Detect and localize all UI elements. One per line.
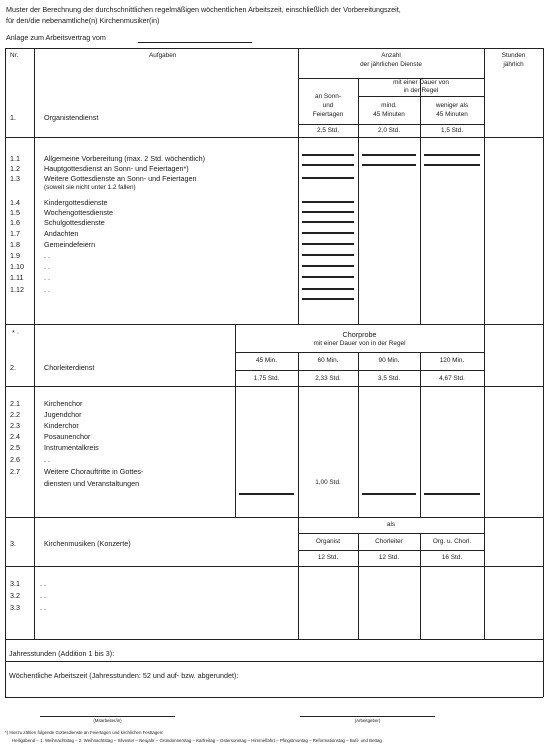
section3-als-line [298, 533, 484, 534]
section1-dauer-line1: mit einer Dauer von [393, 79, 449, 86]
section1-col-c-line2: 45 Minuten [436, 111, 468, 118]
struck-cell [302, 288, 354, 290]
section3-divider-c [420, 533, 421, 639]
table-top-border [5, 48, 543, 49]
section3-role-both: Org. u. Chorl. [432, 538, 472, 545]
section2-duration-60: 60 Min. [317, 357, 339, 364]
section1-col-b-line2: 45 Minuten [373, 111, 405, 118]
item-number: 2.2 [10, 410, 20, 419]
item-number: 1.4 [10, 198, 20, 207]
section3-hours-organist: 12 Std. [317, 554, 339, 561]
anlage-label: Anlage zum Arbeitsvertrag vom [6, 33, 106, 42]
struck-cell [424, 164, 480, 166]
item-text: . . [44, 285, 50, 294]
col-header-aufgaben: Aufgaben [149, 52, 177, 59]
section2-marker: * · [12, 328, 20, 337]
section1-col-a-line2: und [322, 102, 334, 109]
signature-label-employee: (Mitarbeiter/in) [93, 718, 122, 723]
item-number: 1.7 [10, 229, 20, 238]
woechentlich-label: Wöchentliche Arbeitszeit (Jahresstunden: 52 und auf- bzw. abgerundet): [9, 671, 239, 680]
col-header-nr: Nr. [10, 52, 19, 59]
struck-cell [302, 298, 354, 300]
item-text: diensten und Veranstaltungen [44, 479, 140, 488]
item-text: Gemeindefeiern [44, 240, 96, 249]
table-left-border [5, 48, 6, 697]
item-number: 2.1 [10, 399, 20, 408]
struck-cell [239, 493, 294, 495]
section3-top-line [5, 517, 543, 518]
section1-hours-b: 2,0 Std. [377, 127, 401, 134]
struck-cell [362, 493, 416, 495]
struck-cell [302, 243, 354, 245]
section2-header-line [235, 352, 484, 353]
footnote-line-1: *) Hierzu zählen folgende Gottesdienste an Feiertagen und kirchlichen Festtagen: [5, 730, 164, 735]
item-text: . . [40, 591, 46, 600]
table-bottom-border [5, 697, 543, 698]
col-header-stunden-sub: jährlich [503, 61, 524, 68]
section2-divider-nr [34, 324, 35, 517]
section3-role-organist: Organist [315, 538, 341, 545]
section1-col-c-line1: weniger als [435, 102, 469, 109]
table-right-border [543, 48, 544, 697]
item-text: Weitere Chorauftritte in Gottes- [44, 467, 144, 476]
section2-hours-top-line [235, 370, 484, 371]
signature-line-employee[interactable] [40, 716, 175, 717]
section2-header-line2: mit einer Dauer von in der Regel [313, 340, 406, 347]
struck-cell [362, 164, 416, 166]
section3-als: als [386, 521, 396, 528]
item-number: 1.1 [10, 154, 20, 163]
item-text: Andachten [44, 229, 79, 238]
item-number: 1.5 [10, 208, 20, 217]
col-header-anzahl: Anzahl [381, 52, 401, 59]
item-text: Wochengottesdienste [44, 208, 113, 217]
item-text: . . [40, 579, 46, 588]
item-number: 2.5 [10, 443, 20, 452]
section1-col-a-line1: an Sonn- [315, 93, 341, 100]
section2-duration-45: 45 Min. [256, 357, 277, 364]
totals-top-line [5, 639, 543, 640]
item-text: (soweit sie nicht unter 1.2 fallen) [44, 184, 136, 191]
item-number: 3.1 [10, 579, 20, 588]
item-text: . . [44, 251, 50, 260]
footnote-line-2: Heiligabend – 1. Weihnachtstag – 2. Weihnachtstag – Silvester – Neujahr – Gründonnerstag – Karfreitag – Ostersonntag – Himmelfahrt – Pfingstmontag – Reformationstag – Buß- und Bettag [12, 738, 382, 743]
item-text: Allgemeine Vorbereitung (max. 2 Std. wöchentlich) [44, 154, 206, 163]
struck-cell [302, 221, 354, 223]
item-text: . . [44, 273, 50, 282]
struck-cell [362, 154, 416, 156]
section2-duration-120: 120 Min. [439, 357, 465, 364]
section1-divider-stunden [484, 48, 485, 324]
item-number: 3.2 [10, 591, 20, 600]
totals-mid-line [5, 661, 543, 662]
section2-hours-45: 1,75 Std. [253, 375, 280, 382]
section2-divider-stunden [484, 324, 485, 517]
item-number: 2.6 [10, 455, 20, 464]
item-text: Instrumentalkreis [44, 443, 99, 452]
item-text: Kindergottesdienste [44, 198, 108, 207]
item-text: Weitere Gottesdienste an Sonn- und Feiertagen [44, 174, 197, 183]
section2-duration-90: 90 Min. [378, 357, 400, 364]
section2-top-line [5, 324, 543, 325]
item-number: 2.3 [10, 421, 20, 430]
section2-hours-120: 4,67 Std. [439, 375, 465, 382]
section2-extra-hours: 1,00 Std. [315, 479, 341, 486]
section1-subheader-line [298, 78, 484, 79]
section1-dauer-line2: in der Regel [403, 87, 439, 94]
section1-divider-aufgaben [298, 48, 299, 324]
struck-cell [302, 177, 354, 179]
struck-cell [302, 164, 354, 166]
section3-header-bottom-line [5, 566, 543, 567]
section2-number: 2. [10, 363, 16, 372]
section2-header-bottom-line [5, 386, 543, 387]
anlage-date-line[interactable] [138, 42, 252, 43]
struck-cell [302, 265, 354, 267]
section3-hours-both: 16 Std. [441, 554, 463, 561]
section1-divider-nr [34, 48, 35, 324]
item-text: Schulgottesdienste [44, 218, 105, 227]
section3-divider-aufgaben [298, 517, 299, 639]
section1-hours-c: 1,5 Std. [440, 127, 464, 134]
struck-cell [424, 493, 480, 495]
signature-label-employer: (Arbeitgeber) [354, 718, 381, 723]
item-text: . . [40, 603, 46, 612]
section3-divider-b [358, 533, 359, 639]
struck-cell [302, 154, 354, 156]
item-text: Kirchenchor [44, 399, 83, 408]
section3-divider-nr [34, 517, 35, 639]
item-number: 1.2 [10, 164, 20, 173]
section2-hours-90: 3,5 Std. [377, 375, 401, 382]
col-header-stunden: Stunden [501, 52, 526, 59]
section1-hours-top-line [298, 124, 484, 125]
item-number: 1.11 [10, 273, 24, 282]
item-text: Kinderchor [44, 421, 79, 430]
section1-header-bottom-line [5, 137, 543, 138]
section1-hours-a: 2,5 Std. [316, 127, 340, 134]
section1-col-a-line3: Feiertagen [312, 111, 344, 118]
section2-header-line1: Chorprobe [342, 330, 377, 339]
section1-title: Organistendienst [44, 113, 99, 122]
header-line-1: Muster der Berechnung der durchschnittlichen regelmäßigen wöchentlichen Arbeitszeit, einschließlich der Vorbereitungszeit, [6, 5, 401, 14]
section1-number: 1. [10, 113, 16, 122]
item-text: Posaunenchor [44, 432, 91, 441]
section3-title: Kirchenmusiken (Konzerte) [44, 539, 131, 548]
col-header-anzahl-sub: der jährlichen Dienste [360, 61, 422, 68]
signature-line-employer[interactable] [300, 716, 435, 717]
item-text: Jugendchor [44, 410, 82, 419]
item-text: Hauptgottesdienst an Sonn- und Feiertagen*) [44, 164, 189, 173]
item-number: 2.7 [10, 467, 20, 476]
header-line-2: für den/die nebenamtliche(n) Kirchenmusiker(in) [6, 16, 160, 25]
item-number: 2.4 [10, 432, 20, 441]
section3-divider-stunden [484, 517, 485, 639]
item-number: 3.3 [10, 603, 20, 612]
struck-cell [302, 232, 354, 234]
section3-role-chorleiter: Chorleiter [375, 538, 403, 545]
struck-cell [302, 254, 354, 256]
item-text: . . [44, 455, 50, 464]
struck-cell [302, 201, 354, 203]
section3-hours-chorleiter: 12 Std. [378, 554, 400, 561]
item-number: 1.8 [10, 240, 20, 249]
item-text: . . [44, 262, 50, 271]
item-number: 1.12 [10, 285, 24, 294]
section2-title: Chorleiterdienst [44, 363, 95, 372]
jahresstunden-label: Jahresstunden (Addition 1 bis 3): [9, 649, 115, 658]
item-number: 1.3 [10, 174, 20, 183]
struck-cell [302, 276, 354, 278]
item-number: 1.6 [10, 218, 20, 227]
struck-cell [424, 154, 480, 156]
section1-col-b-line1: mind. [381, 102, 397, 109]
item-number: 1.10 [10, 262, 24, 271]
section3-number: 3. [10, 539, 16, 548]
section2-hours-60: 2,33 Std. [315, 375, 341, 382]
item-number: 1.9 [10, 251, 20, 260]
section1-dauer-line [358, 96, 484, 97]
struck-cell [302, 211, 354, 213]
section3-hours-top-line [298, 550, 484, 551]
